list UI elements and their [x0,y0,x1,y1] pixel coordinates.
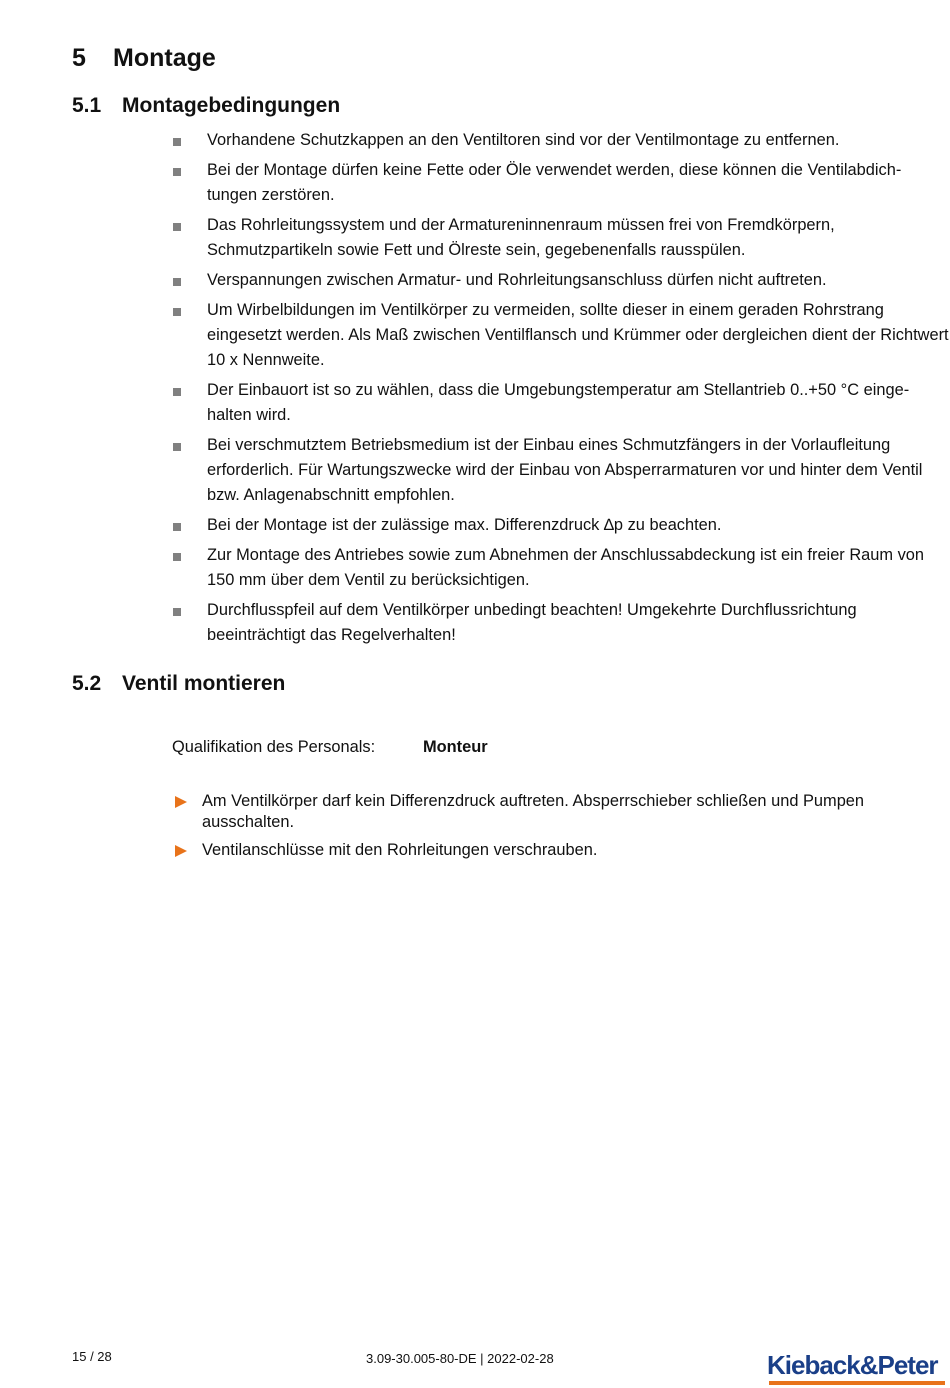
steps-list [172,791,932,868]
subsection-heading-5-2 [72,670,285,698]
square-bullet-icon [173,523,181,531]
square-bullet-icon [173,388,181,396]
conditions-list [172,128,950,653]
qualification-label: Qualifikation des Personals: [172,738,376,756]
arrow-right-icon [175,796,187,808]
list-item: Zur Montage des Antriebes sowie zum Abnehmen der Anschlussabdeckung ist ein freier Raum von 150 mm über dem Ventil zu berücksichtigen. [172,543,950,593]
list-item: Bei der Montage dürfen keine Fette oder Öle verwendet werden, diese können die Ventilabdich-​tungen zerstören. [172,158,950,208]
arrow-right-icon [175,845,187,857]
page-number: 15 / 28 [72,1349,112,1364]
list-item: Durchflusspfeil auf dem Ventilkörper unbedingt beachten! Umgekehrte Durchflussrichtung beeinträchtigt das Regelverhalten! [172,598,950,648]
subsection-title: Montagebedingungen [122,94,341,117]
list-item: Bei der Montage ist der zulässige max. Differenzdruck ∆p zu beachten. [172,513,950,538]
step-item: Ventilanschlüsse mit den Rohrleitungen verschrauben. [172,840,932,861]
square-bullet-icon [173,608,181,616]
square-bullet-icon [173,308,181,316]
section-title: Montage [113,44,216,72]
square-bullet-icon [173,278,181,286]
square-bullet-icon [173,168,181,176]
logo-text: Kieback&Peter [767,1350,938,1380]
list-item: Um Wirbelbildungen im Ventilkörper zu vermeiden, sollte dieser in einem geraden Rohrstrang eingesetzt werden. Als Maß zwischen Ventilflansch und Krümmer oder dergleichen dient der Richtwert 10 x Nennweite. [172,298,950,373]
list-item: Vorhandene Schutzkappen an den Ventiltoren sind vor der Ventilmontage zu entfernen. [172,128,950,153]
square-bullet-icon [173,553,181,561]
list-item: Das Rohrleitungssystem und der Armatureninnenraum müssen frei von Fremdkörpern, Schmutzpartikeln sowie Fett und Ölreste sein, gegebenenfalls rausspülen. [172,213,950,263]
logo-underline [769,1381,945,1385]
subsection-number: 5.2 [72,672,102,695]
qualification-value: Monteur [423,738,488,756]
subsection-number: 5.1 [72,94,102,117]
square-bullet-icon [173,223,181,231]
company-logo [767,1350,947,1386]
section-number: 5 [72,44,86,72]
subsection-title: Ventil montieren [122,672,286,695]
list-item: Bei verschmutztem Betriebsmedium ist der Einbau eines Schmutzfängers in der Vorlaufleitung erforderlich. Für Wartungszwecke wird der Einbau von Absperrarmaturen vor und hinter dem Ventil bzw. Anlagenabschnitt empfohlen. [172,433,950,508]
list-item: Der Einbauort ist so zu wählen, dass die Umgebungstemperatur am Stellantrieb 0..+50 °C einge-​halten wird. [172,378,950,428]
square-bullet-icon [173,138,181,146]
step-item: Am Ventilkörper darf kein Differenzdruck auftreten. Absperrschieber schließen und Pumpen ausschalten. [172,791,932,833]
document-id: 3.09-30.005-80-DE | 2022-02-28 [366,1351,554,1366]
qualification-row [172,736,488,758]
section-heading [72,42,216,74]
list-item: Verspannungen zwischen Armatur- und Rohrleitungsanschluss dürfen nicht auftreten. [172,268,950,293]
square-bullet-icon [173,443,181,451]
subsection-heading-5-1 [72,92,340,120]
